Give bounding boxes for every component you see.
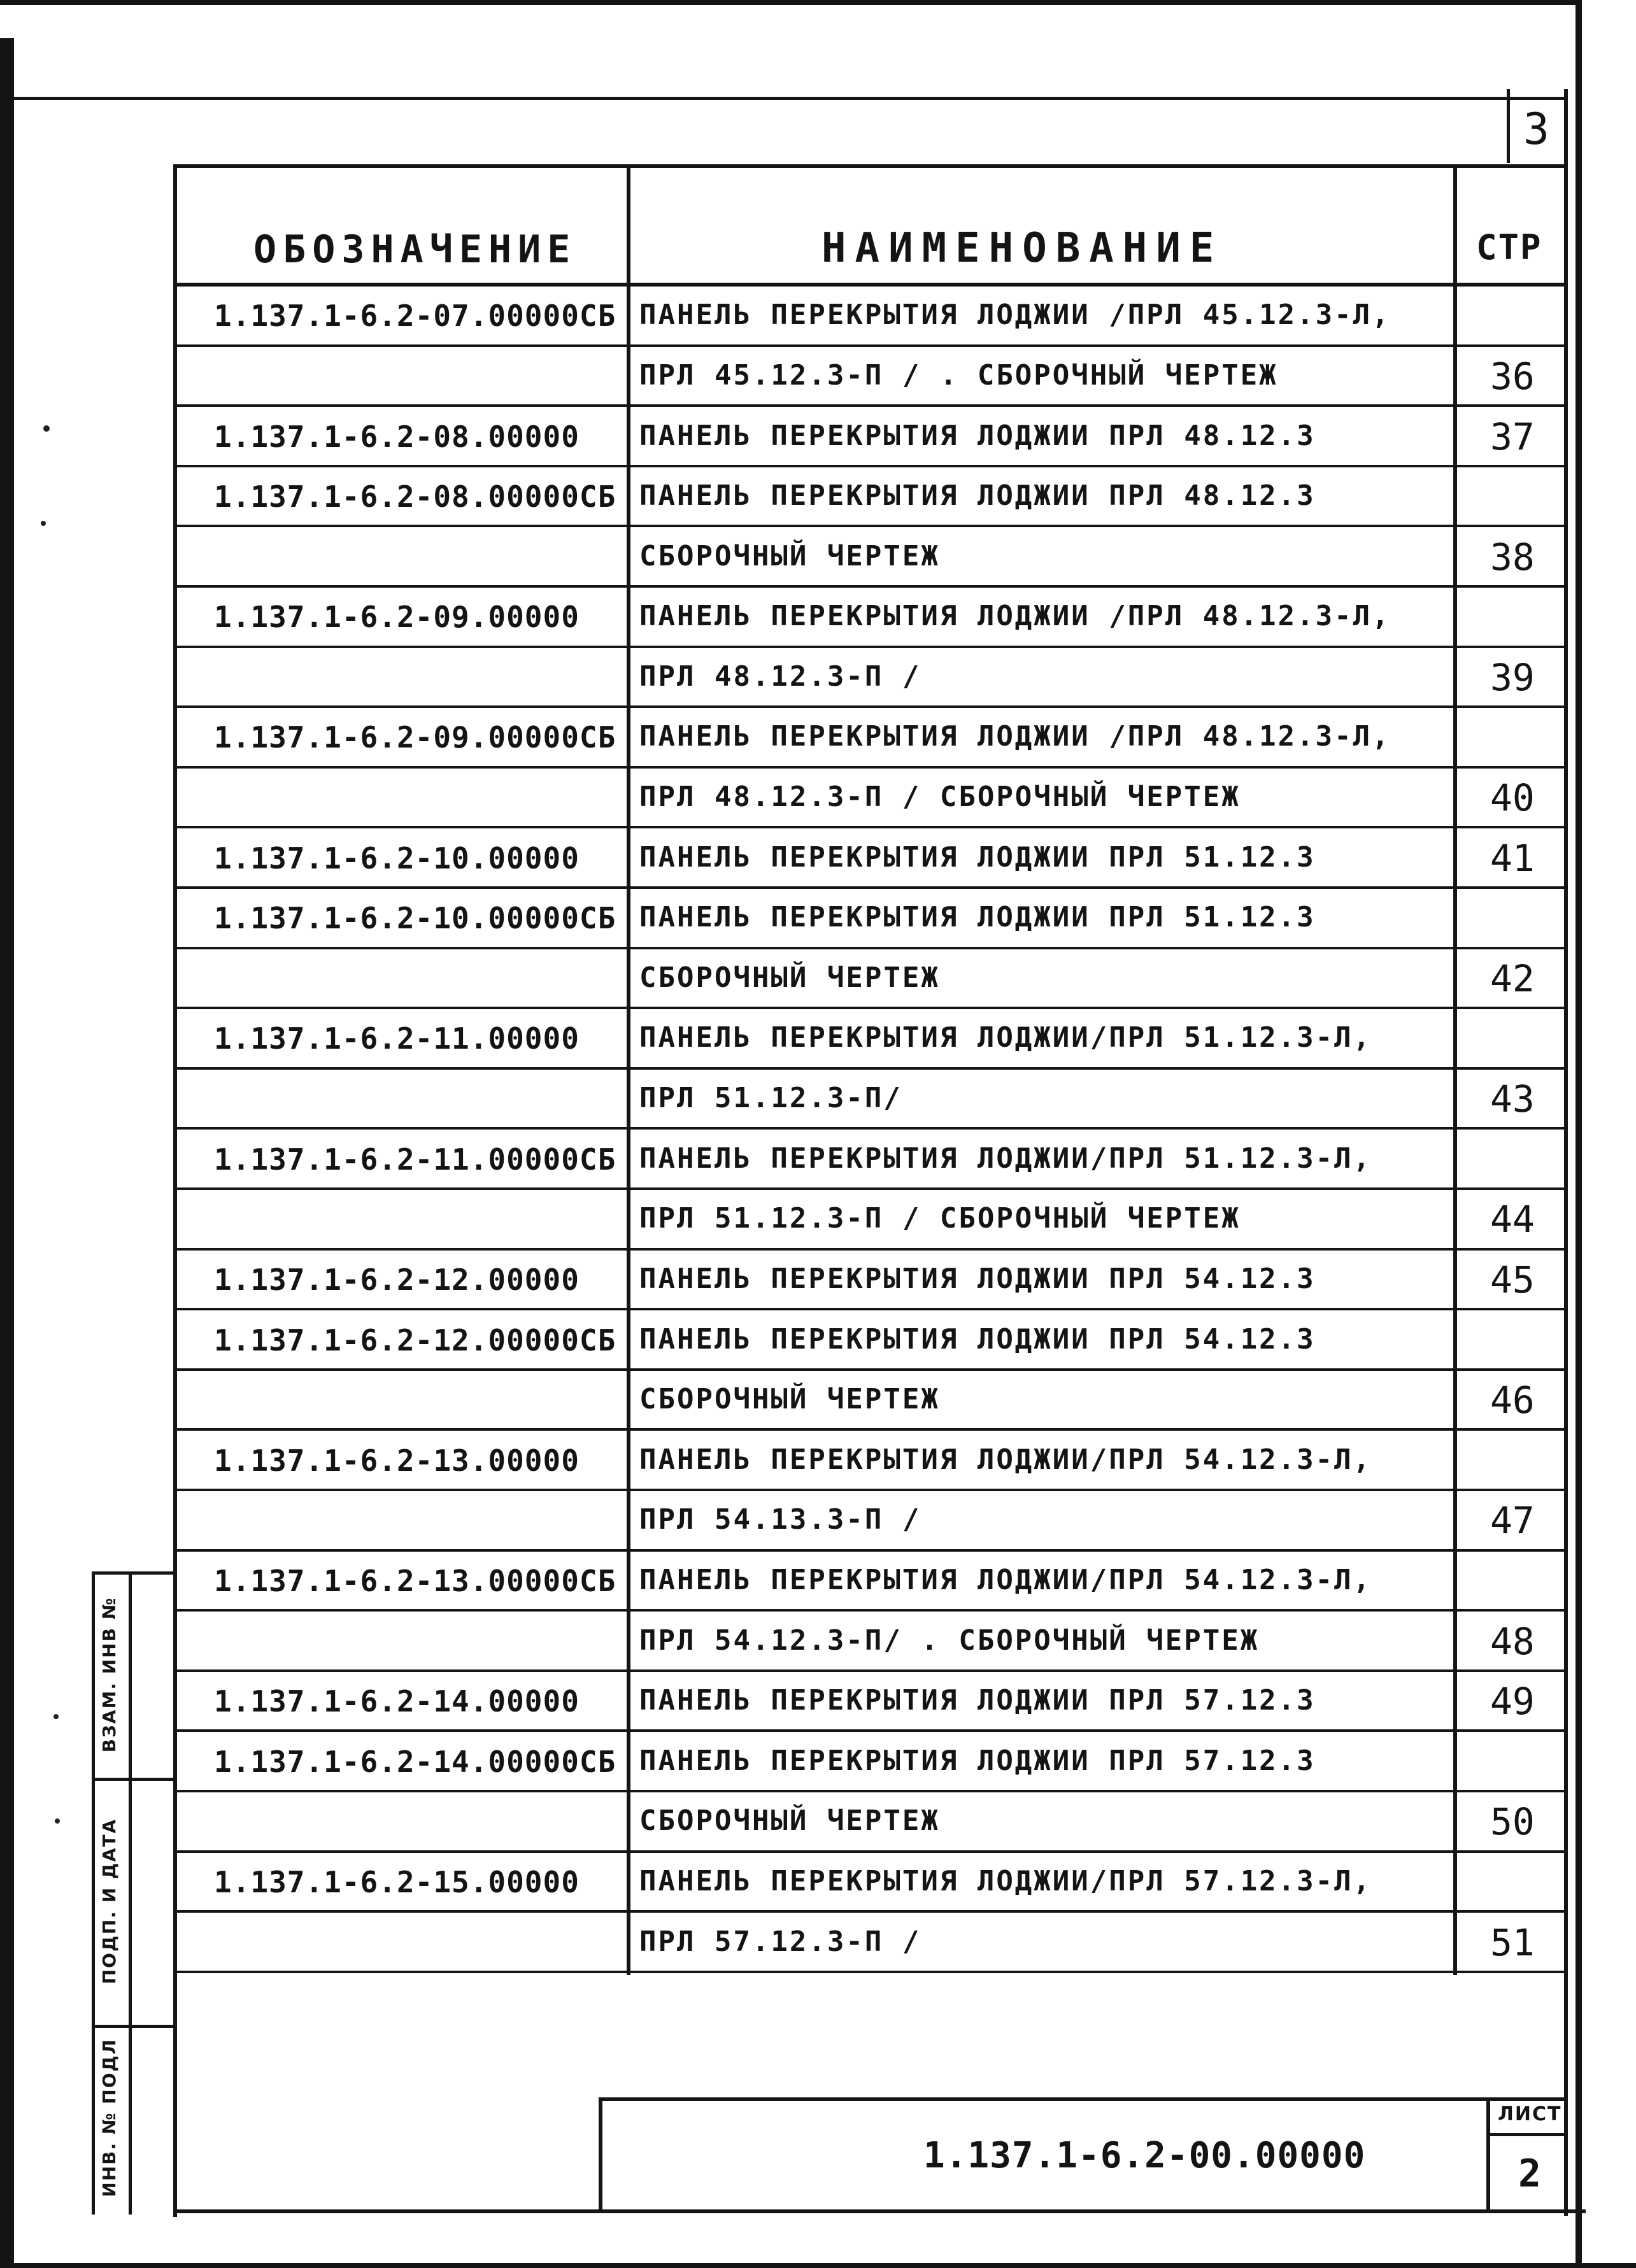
sheet-label: ЛИСТ <box>1498 2103 1562 2125</box>
row-separator <box>173 646 1568 648</box>
stamp-label-replaced-inv: ВЗАМ. ИНВ № <box>99 1596 120 1753</box>
frame-bottom-line <box>173 2209 1586 2213</box>
document-code: 1.137.1-6.2-00.00000 <box>923 2135 1366 2176</box>
row-designation: 1.137.1-6.2-10.00000СБ <box>214 901 616 935</box>
row-separator <box>173 705 1568 708</box>
row-designation: 1.137.1-6.2-09.00000СБ <box>214 720 616 755</box>
title-block-top <box>599 2097 1568 2101</box>
row-separator <box>173 886 1568 889</box>
row-separator <box>173 1910 1568 1913</box>
row-separator <box>173 1368 1568 1371</box>
scan-edge-bottom <box>0 2263 1636 2268</box>
row-separator <box>173 947 1568 949</box>
header-designation: ОБОЗНАЧЕНИЕ <box>253 227 577 272</box>
row-name: ПАНЕЛЬ ПЕРЕКРЫТИЯ ЛОДЖИИ ПРЛ 57.12.3 <box>639 1745 1316 1777</box>
frame-right-line <box>1564 89 1568 2216</box>
row-separator <box>173 1127 1568 1130</box>
row-page: 36 <box>1490 355 1535 398</box>
row-separator <box>173 1308 1568 1310</box>
row-page: 47 <box>1490 1499 1535 1542</box>
stamp-sep-2 <box>92 2025 176 2028</box>
row-name: СБОРОЧНЫЙ ЧЕРТЕЖ <box>639 961 940 994</box>
col-separator-2 <box>1453 167 1457 1975</box>
row-name: ПАНЕЛЬ ПЕРЕКРЫТИЯ ЛОДЖИИ/ПРЛ 51.12.3-Л, <box>639 1142 1372 1175</box>
row-name: ПАНЕЛЬ ПЕРЕКРЫТИЯ ЛОДЖИИ ПРЛ 57.12.3 <box>639 1684 1316 1717</box>
row-page: 46 <box>1490 1379 1535 1422</box>
row-separator <box>173 1428 1568 1431</box>
header-name: НАИМЕНОВАНИЕ <box>822 225 1223 272</box>
row-page: 38 <box>1490 535 1535 579</box>
sheet-number: 2 <box>1518 2151 1543 2196</box>
row-separator <box>173 525 1568 527</box>
row-separator <box>173 766 1568 769</box>
row-name: ПРЛ 54.12.3-П/ . СБОРОЧНЫЙ ЧЕРТЕЖ <box>639 1624 1260 1657</box>
row-name: ПАНЕЛЬ ПЕРЕКРЫТИЯ ЛОДЖИИ /ПРЛ 48.12.3-Л, <box>639 720 1391 753</box>
scan-edge-left <box>0 38 14 2268</box>
row-designation: 1.137.1-6.2-11.00000СБ <box>214 1142 616 1177</box>
row-separator <box>173 1850 1568 1853</box>
stamp-label-orig-inv: ИНВ. № ПОДЛ <box>99 2038 120 2197</box>
row-separator <box>173 1729 1568 1732</box>
row-name: СБОРОЧНЫЙ ЧЕРТЕЖ <box>639 540 940 572</box>
row-name: ПАНЕЛЬ ПЕРЕКРЫТИЯ ЛОДЖИИ/ПРЛ 54.12.3-Л, <box>639 1443 1372 1476</box>
row-page: 42 <box>1490 957 1535 1000</box>
stamp-label-sign-date: ПОДП. И ДАТА <box>99 1818 120 1985</box>
row-page: 37 <box>1490 415 1535 458</box>
row-name: ПРЛ 45.12.3-П / . СБОРОЧНЫЙ ЧЕРТЕЖ <box>639 359 1278 392</box>
row-name: ПАНЕЛЬ ПЕРЕКРЫТИЯ ЛОДЖИИ/ПРЛ 57.12.3-Л, <box>639 1865 1372 1897</box>
scan-speck <box>53 1714 59 1719</box>
stamp-outer-left <box>92 1571 95 2215</box>
row-designation: 1.137.1-6.2-09.00000 <box>214 600 580 634</box>
header-page: СТР <box>1476 227 1542 267</box>
row-separator <box>173 1669 1568 1672</box>
row-name: ПАНЕЛЬ ПЕРЕКРЫТИЯ ЛОДЖИИ /ПРЛ 48.12.3-Л, <box>639 600 1391 632</box>
row-name: ПАНЕЛЬ ПЕРЕКРЫТИЯ ЛОДЖИИ/ПРЛ 54.12.3-Л, <box>639 1564 1372 1596</box>
header-bottom-line <box>173 283 1568 287</box>
row-separator <box>173 404 1568 407</box>
frame-top-line <box>14 97 1568 100</box>
row-page: 40 <box>1490 776 1535 819</box>
row-page: 43 <box>1490 1077 1535 1121</box>
row-name: ПРЛ 54.13.3-П / <box>639 1503 921 1536</box>
row-name: ПАНЕЛЬ ПЕРЕКРЫТИЯ ЛОДЖИИ ПРЛ 51.12.3 <box>639 901 1316 933</box>
row-name: ПРЛ 51.12.3-П/ <box>639 1082 902 1114</box>
title-block-left <box>599 2097 602 2212</box>
row-designation: 1.137.1-6.2-08.00000СБ <box>214 479 616 514</box>
row-name: ПАНЕЛЬ ПЕРЕКРЫТИЯ ЛОДЖИИ /ПРЛ 45.12.3-Л, <box>639 299 1391 331</box>
scan-speck <box>43 425 50 432</box>
row-separator <box>173 1187 1568 1190</box>
row-designation: 1.137.1-6.2-12.00000 <box>214 1263 580 1297</box>
row-separator <box>173 585 1568 588</box>
row-name: ПРЛ 57.12.3-П / <box>639 1925 921 1958</box>
row-name: ПАНЕЛЬ ПЕРЕКРЫТИЯ ЛОДЖИИ ПРЛ 48.12.3 <box>639 420 1316 452</box>
title-block-sheet-divider <box>1486 2097 1490 2212</box>
row-separator <box>173 1971 1568 1973</box>
row-name: ПАНЕЛЬ ПЕРЕКРЫТИЯ ЛОДЖИИ ПРЛ 54.12.3 <box>639 1263 1316 1295</box>
row-designation: 1.137.1-6.2-10.00000 <box>214 841 580 875</box>
scan-edge-top <box>0 0 1579 5</box>
row-page: 45 <box>1490 1258 1535 1301</box>
row-name: ПАНЕЛЬ ПЕРЕКРЫТИЯ ЛОДЖИИ ПРЛ 48.12.3 <box>639 479 1316 512</box>
row-designation: 1.137.1-6.2-13.00000СБ <box>214 1564 616 1598</box>
row-separator <box>173 1489 1568 1491</box>
row-name: ПАНЕЛЬ ПЕРЕКРЫТИЯ ЛОДЖИИ ПРЛ 54.12.3 <box>639 1323 1316 1356</box>
row-page: 51 <box>1490 1921 1535 1964</box>
stamp-inner-divider <box>129 1571 132 2215</box>
row-separator <box>173 1549 1568 1552</box>
corner-box-left <box>1507 89 1510 163</box>
sheet-corner-number: 3 <box>1523 104 1551 155</box>
stamp-top <box>92 1571 176 1575</box>
row-name: ПРЛ 48.12.3-П / <box>639 660 921 693</box>
row-designation: 1.137.1-6.2-14.00000СБ <box>214 1745 616 1779</box>
col-separator-1 <box>627 167 630 1975</box>
row-designation: 1.137.1-6.2-07.00000СБ <box>214 299 616 333</box>
row-name: ПРЛ 51.12.3-П / СБОРОЧНЫЙ ЧЕРТЕЖ <box>639 1202 1241 1235</box>
scan-speck <box>41 521 46 526</box>
row-designation: 1.137.1-6.2-11.00000 <box>214 1021 580 1056</box>
row-separator <box>173 1007 1568 1009</box>
table-top-line <box>173 164 1568 168</box>
row-designation: 1.137.1-6.2-13.00000 <box>214 1443 580 1478</box>
row-separator <box>173 826 1568 828</box>
row-name: СБОРОЧНЫЙ ЧЕРТЕЖ <box>639 1804 940 1837</box>
row-separator <box>173 1248 1568 1251</box>
stamp-sep-1 <box>92 1778 176 1781</box>
row-page: 41 <box>1490 837 1535 880</box>
scan-speck <box>55 1818 60 1824</box>
row-page: 50 <box>1490 1800 1535 1843</box>
scan-edge-right <box>1576 0 1582 2268</box>
row-separator <box>173 465 1568 467</box>
title-block-sheet-label-line <box>1486 2133 1568 2136</box>
row-designation: 1.137.1-6.2-12.00000СБ <box>214 1323 616 1357</box>
row-designation: 1.137.1-6.2-08.00000 <box>214 420 580 454</box>
row-name: ПРЛ 48.12.3-П / СБОРОЧНЫЙ ЧЕРТЕЖ <box>639 781 1241 813</box>
row-page: 49 <box>1490 1680 1535 1723</box>
row-name: ПАНЕЛЬ ПЕРЕКРЫТИЯ ЛОДЖИИ ПРЛ 51.12.3 <box>639 841 1316 874</box>
row-name: СБОРОЧНЫЙ ЧЕРТЕЖ <box>639 1383 940 1415</box>
row-designation: 1.137.1-6.2-15.00000 <box>214 1865 580 1899</box>
row-separator <box>173 1067 1568 1070</box>
row-separator <box>173 1790 1568 1792</box>
row-page: 39 <box>1490 656 1535 699</box>
row-separator <box>173 344 1568 347</box>
frame-left-line <box>173 167 177 2217</box>
row-page: 44 <box>1490 1198 1535 1241</box>
row-name: ПАНЕЛЬ ПЕРЕКРЫТИЯ ЛОДЖИИ/ПРЛ 51.12.3-Л, <box>639 1021 1372 1054</box>
row-page: 48 <box>1490 1620 1535 1663</box>
row-separator <box>173 1609 1568 1612</box>
row-designation: 1.137.1-6.2-14.00000 <box>214 1684 580 1719</box>
